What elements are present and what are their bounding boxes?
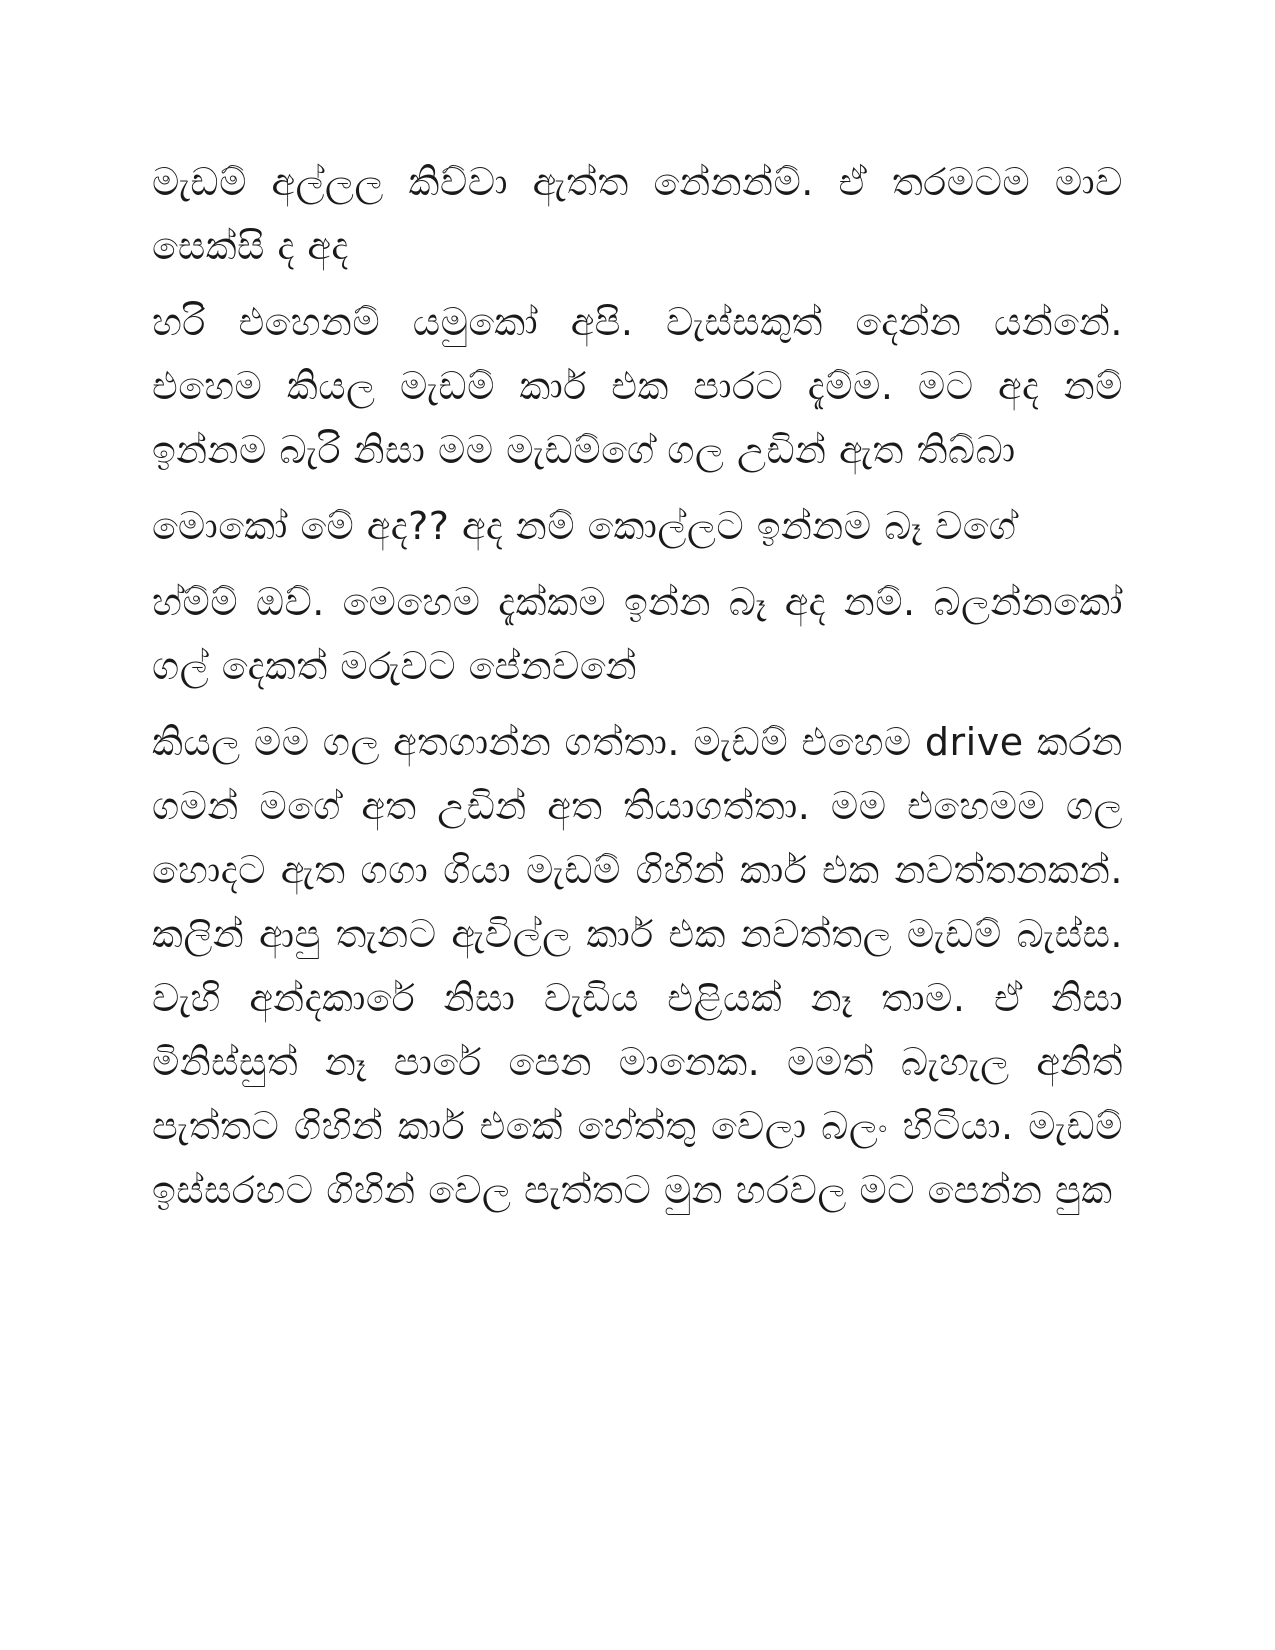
paragraph-5: කියල මම ගල අතගාන්න ගත්තා. මැඩම් එහෙම drive කරන ගමන් මගේ අත උඩින් අත තියාගත්තා. මම එහෙමම ගල හොදට ඇත ගගා ගියා මැඩම් ගිහින් කාර් එක නවත්තනකන්. කලින් ආපු තැනට ඇවිල්ල කාර් එක නවත්තල මැඩම් බැස්ස. වැහි අන්දකාරේ නිසා වැඩිය එළියක් නෑ තාම. ඒ නිසා මිනිස්සුත් නෑ පාරේ පෙන මානෙක. මමත් බැහැල අනිත් පැත්තට ගිහින් කාර් එකේ හේත්තු වෙලා බලං හිටියා. මැඩම් ඉස්සරහට ගිහින් වෙල පැත්තට මුන හරවල මට පෙන්න පුක [152, 720, 1123, 1212]
paragraph-4: හ්ම්ම් ඔව්. මෙහෙම දැක්කම ඉන්න බෑ අද නම්. බලන්නකෝ ගල් දෙකත් මරුවට පේනවනේ [152, 580, 1123, 688]
paragraph-3: මොකෝ මේ අද?? අද නම් කොල්ලට ඉන්නම බෑ වගේ [152, 504, 1017, 548]
paragraph-1: මැඩම් අල්ලල කිව්වා ඇත්ත නේනන්ම්. ඒ තරමටම මාව සෙක්සි ද අද [152, 160, 1123, 268]
paragraph-2: හරි එහෙනම් යමුකෝ අපි. වැස්සකුත් දෙන්න යන්නේ. එහෙම කියල මැඩම් කාර් එක පාරට දැම්ම. මට අද නම් ඉන්නම බැරි නිසා මම මැඩම්ගේ ගල උඩින් ඇත තිබ්බා [152, 300, 1123, 472]
